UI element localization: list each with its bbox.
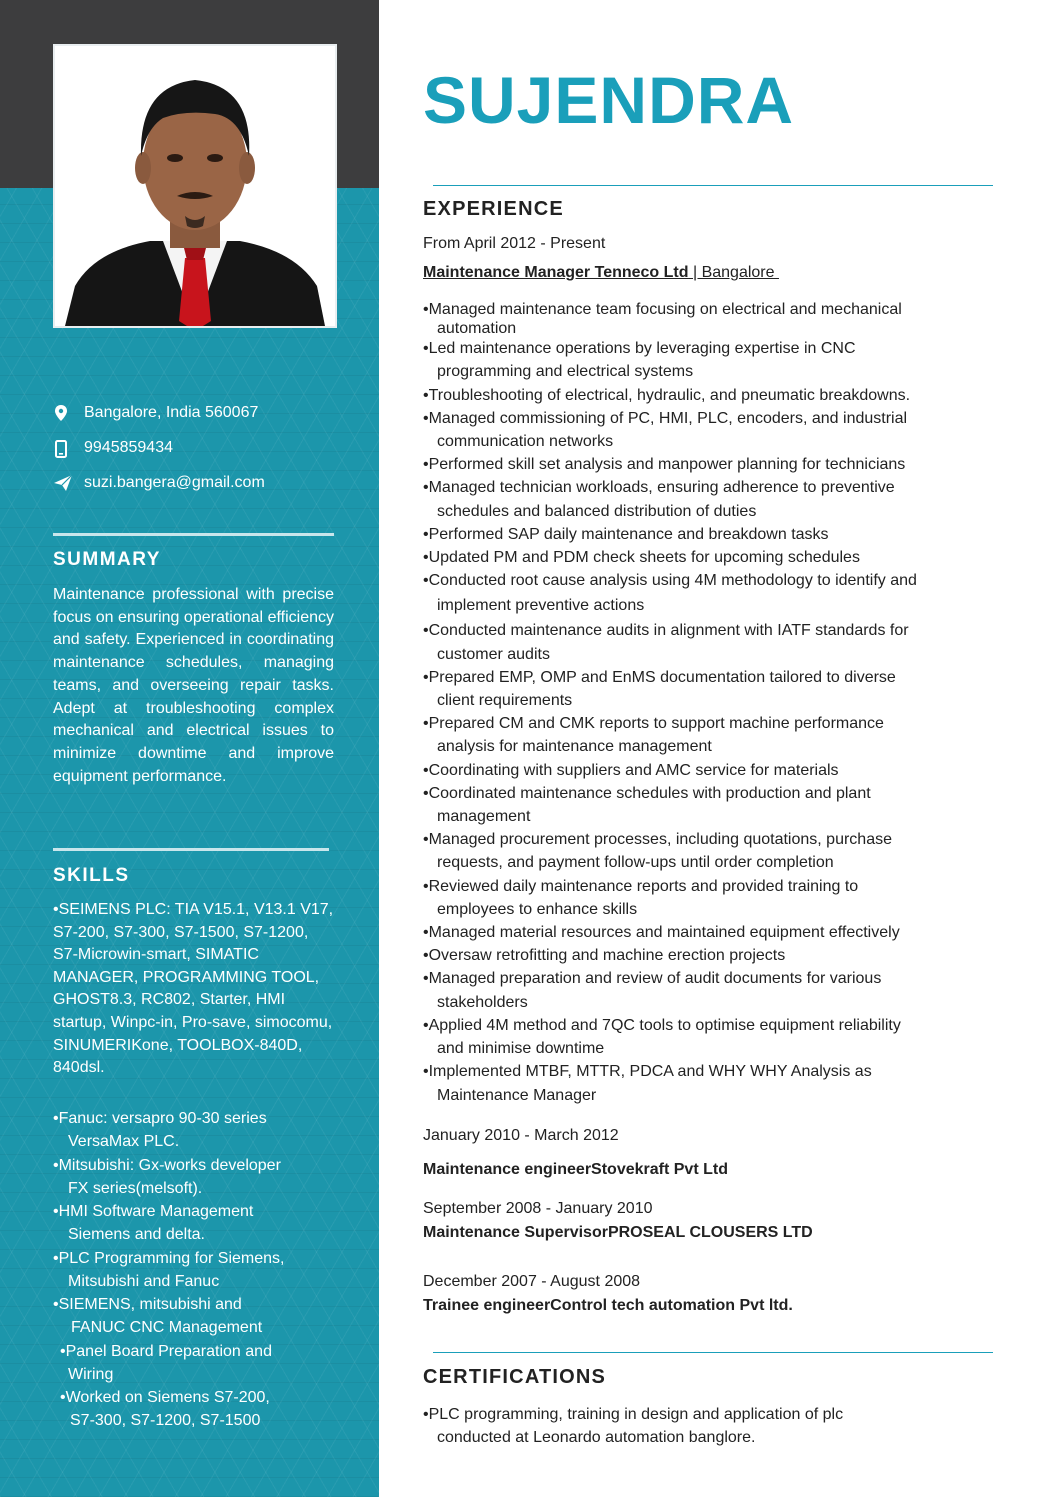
skill-item xyxy=(53,1155,343,1200)
bullet-text: •Implemented MTBF, MTTR, PDCA and WHY WHY Analysis as xyxy=(423,1063,872,1081)
bullet-text-cont: implement preventive actions xyxy=(437,597,645,615)
skill-item xyxy=(53,1294,343,1339)
list-item xyxy=(423,407,1013,453)
bullet-text: •PLC programming, training in design and application of plc xyxy=(423,1406,844,1423)
bullet-text: •Prepared CM and CMK reports to support machine performance xyxy=(423,715,884,733)
skill-text-cont: Mitsubishi and Fanuc xyxy=(68,1272,220,1290)
skill-text-cont: FANUC CNC Management xyxy=(71,1318,263,1336)
certifications-heading: CERTIFICATIONS xyxy=(423,1366,607,1388)
job-dates: December 2007 - August 2008 xyxy=(423,1273,641,1290)
phone-text: 9945859434 xyxy=(84,439,173,456)
divider xyxy=(53,848,329,851)
skill-item xyxy=(53,1201,343,1246)
skills-heading: SKILLS xyxy=(53,865,130,886)
bullet-text-cont: programming and electrical systems xyxy=(437,363,694,381)
experience-heading: EXPERIENCE xyxy=(423,198,564,220)
address-text: Bangalore, India 560067 xyxy=(84,404,259,421)
send-icon xyxy=(53,474,71,492)
bullet-text: •Troubleshooting of electrical, hydraulic, and pneumatic breakdowns. xyxy=(423,386,911,404)
skill-text-cont: S7-300, S7-1200, S7-1500 xyxy=(70,1411,261,1429)
list-item xyxy=(423,921,1013,944)
job-title: Trainee engineerControl tech automation Pvt ltd. xyxy=(423,1297,793,1314)
candidate-name: SUJENDRA xyxy=(423,63,795,137)
list-item xyxy=(423,298,1013,337)
list-item xyxy=(423,337,1013,383)
bullet-text-cont: automation xyxy=(437,320,517,338)
skill-text: •Panel Board Preparation and xyxy=(60,1343,272,1360)
bullet-text: •Performed SAP daily maintenance and breakdown tasks xyxy=(423,525,829,543)
skill-text-cont: FX series(melsoft). xyxy=(68,1179,203,1197)
skill-item xyxy=(53,1108,343,1153)
skill-text-cont: Siemens and delta. xyxy=(68,1225,205,1243)
bullet-text: •Conducted root cause analysis using 4M methodology to identify and xyxy=(423,572,917,590)
job-dates: From April 2012 - Present xyxy=(423,235,606,252)
bullet-text: •Applied 4M method and 7QC tools to optimise equipment reliability xyxy=(423,1016,901,1034)
bullet-text-cont: requests, and payment follow-ups until order completion xyxy=(437,854,834,872)
bullet-text: •Prepared EMP, OMP and EnMS documentation tailored to diverse xyxy=(423,668,896,686)
list-item xyxy=(423,476,1013,522)
skill-item xyxy=(60,1341,350,1386)
bullet-text: •Managed procurement processes, including quotations, purchase xyxy=(423,831,892,849)
bullet-text-cont: stakeholders xyxy=(437,993,528,1011)
bullet-text: •Managed technician workloads, ensuring adherence to preventive xyxy=(423,479,895,497)
skill-item xyxy=(53,1248,343,1293)
skill-text-cont: Wiring xyxy=(68,1365,114,1383)
job-title: Maintenance Manager Tenneco Ltd xyxy=(423,264,689,281)
bullet-text-cont: Maintenance Manager xyxy=(437,1086,597,1104)
list-item xyxy=(423,828,1013,874)
phone-icon xyxy=(53,439,71,457)
skill-text: •SEIMENS PLC: TIA V15.1, V13.1 V17, S7-200, S7-300, S7-1500, S7-1200, S7-Microwin-smart, SIMATIC MANAGER, PROGRAMMING TOOL, GHOST8.3, RC802, Starter, HMI startup, Winpc-in, Pro-save, simocomu, SINUMERIKone, TOOLBOX-840D, 840dsl. xyxy=(53,901,334,1077)
skill-text: •Fanuc: versapro 90-30 series xyxy=(53,1110,267,1127)
skill-text-cont: VersaMax PLC. xyxy=(68,1132,180,1150)
bullet-text-cont: conducted at Leonardo automation banglore. xyxy=(437,1429,756,1447)
job-title: Maintenance engineerStovekraft Pvt Ltd xyxy=(423,1161,728,1178)
list-item xyxy=(423,1014,1013,1060)
bullet-text-cont: communication networks xyxy=(437,433,614,451)
list-item xyxy=(423,1403,1013,1449)
list-item xyxy=(423,967,1013,1013)
job-dates: January 2010 - March 2012 xyxy=(423,1127,619,1144)
skill-text: •Mitsubishi: Gx-works developer xyxy=(53,1157,281,1174)
bullet-text: •Reviewed daily maintenance reports and provided training to xyxy=(423,877,859,895)
divider xyxy=(433,1352,993,1353)
bullet-text: •Updated PM and PDM check sheets for upcoming schedules xyxy=(423,549,860,567)
skill-text: •SIEMENS, mitsubishi and xyxy=(53,1296,242,1313)
experience-bullets xyxy=(423,298,1013,1107)
job-title-line xyxy=(423,264,779,282)
skill-item xyxy=(53,899,335,1080)
bullet-text: •Managed maintenance team focusing on electrical and mechanical xyxy=(423,301,902,318)
bullet-text-cont: client requirements xyxy=(437,692,573,710)
job-location: | Bangalore xyxy=(688,264,779,281)
list-item xyxy=(423,782,1013,828)
certifications-list xyxy=(423,1403,1013,1449)
bullet-text-cont: customer audits xyxy=(437,645,550,663)
job-dates: September 2008 - January 2010 xyxy=(423,1200,653,1217)
job-title: Maintenance SupervisorPROSEAL CLOUSERS LTD xyxy=(423,1224,813,1241)
list-item xyxy=(423,666,1013,712)
skill-text: •HMI Software Management xyxy=(53,1203,254,1220)
bullet-text-cont: management xyxy=(437,808,531,826)
skill-text: •PLC Programming for Siemens, xyxy=(53,1250,285,1267)
bullet-text: •Managed commissioning of PC, HMI, PLC, encoders, and industrial xyxy=(423,409,908,427)
list-item xyxy=(423,1060,1013,1106)
list-item xyxy=(423,384,1013,407)
bullet-text: •Coordinated maintenance schedules with production and plant xyxy=(423,784,871,802)
list-item xyxy=(423,712,1013,758)
list-item xyxy=(423,546,1013,569)
location-pin-icon xyxy=(53,404,71,422)
bullet-text: •Managed preparation and review of audit documents for various xyxy=(423,970,882,988)
list-item xyxy=(423,875,1013,921)
divider xyxy=(53,533,334,536)
summary-heading: SUMMARY xyxy=(53,549,161,570)
bullet-text: •Performed skill set analysis and manpower planning for technicians xyxy=(423,456,906,474)
bullet-text-cont: schedules and balanced distribution of duties xyxy=(437,502,757,520)
list-item xyxy=(423,569,1013,619)
list-item xyxy=(423,759,1013,782)
bullet-text: •Coordinating with suppliers and AMC service for materials xyxy=(423,761,839,779)
list-item xyxy=(423,619,1013,665)
bullet-text-cont: and minimise downtime xyxy=(437,1040,605,1058)
bullet-text: •Oversaw retrofitting and machine erection projects xyxy=(423,947,786,965)
bullet-text: •Led maintenance operations by leveraging expertise in CNC xyxy=(423,340,856,358)
sidebar xyxy=(0,0,379,1497)
divider xyxy=(433,185,993,186)
skill-item xyxy=(60,1387,350,1432)
bullet-text: •Managed material resources and maintained equipment effectively xyxy=(423,924,900,942)
bullet-text-cont: analysis for maintenance management xyxy=(437,738,712,756)
skill-text: •Worked on Siemens S7-200, xyxy=(60,1389,270,1406)
profile-photo xyxy=(53,44,337,328)
email-link[interactable]: suzi.bangera@gmail.com xyxy=(84,474,265,491)
portrait-image xyxy=(55,46,335,326)
list-item xyxy=(423,523,1013,546)
list-item xyxy=(423,944,1013,967)
list-item xyxy=(423,453,1013,476)
summary-text: Maintenance professional with precise focus on ensuring operational efficiency and safety. Experienced in coordinating maintenance schedules, managing teams, and overseeing repair tasks. Adept at troubleshooting complex mechanical and electrical issues to minimize downtime and improve equipment performance. xyxy=(53,586,334,785)
bullet-text-cont: employees to enhance skills xyxy=(437,900,638,918)
bullet-text: •Conducted maintenance audits in alignment with IATF standards for xyxy=(423,622,909,640)
